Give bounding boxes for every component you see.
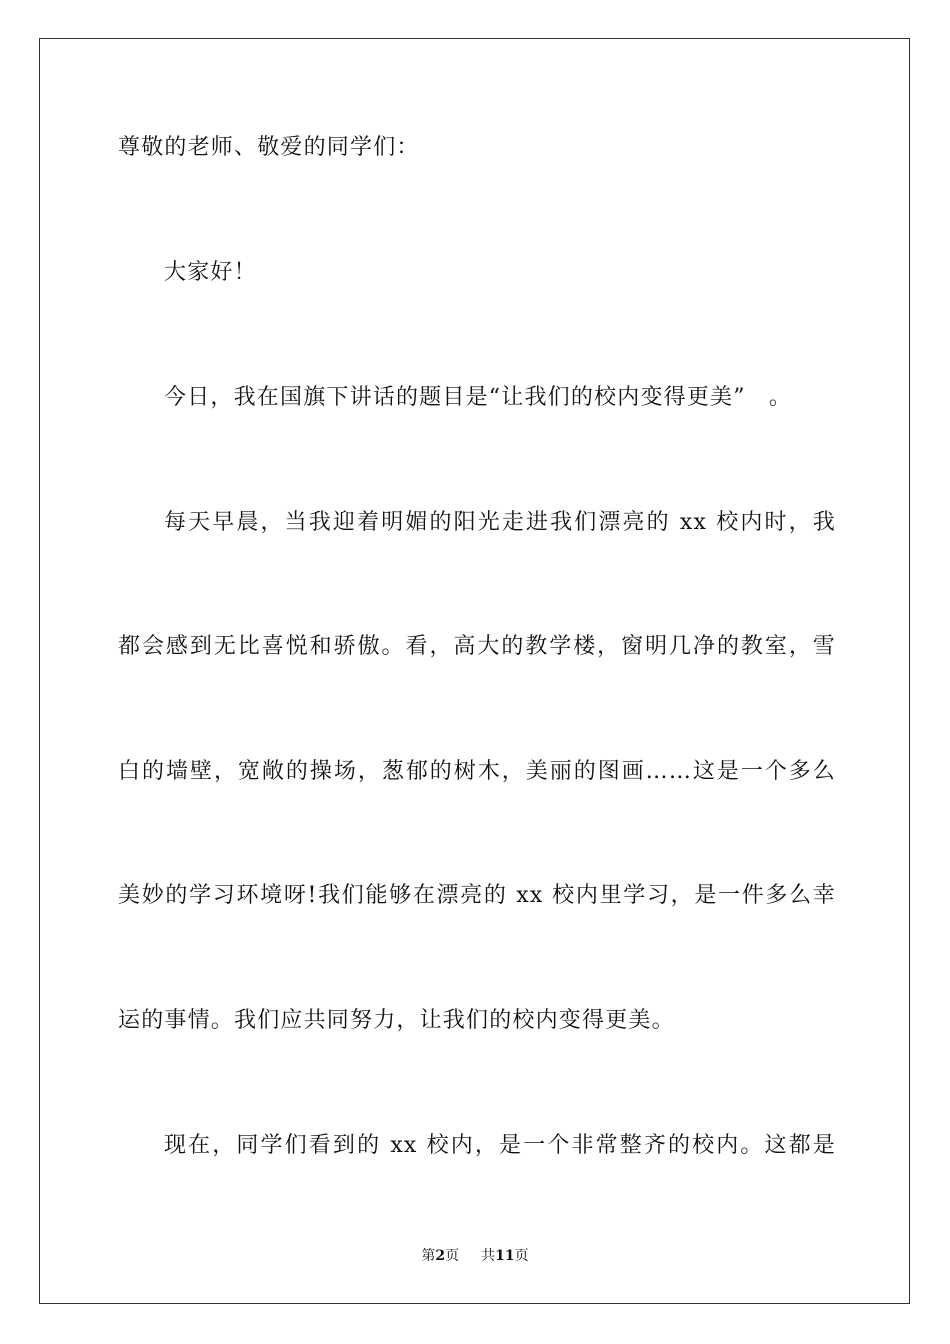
- page-footer: [0, 1246, 950, 1266]
- page-prefix: 第: [421, 1248, 436, 1264]
- page-suffix: 页: [445, 1248, 460, 1264]
- greeting: 大家好！: [164, 260, 257, 285]
- paragraph-line: 现在，同学们看到的 xx 校内，是一个非常整齐的校内。这都是: [164, 1133, 836, 1158]
- page-border: [39, 38, 910, 1304]
- paragraph-line: 都会感到无比喜悦和骄傲。看，高大的教学楼，窗明几净的教室，雪: [118, 634, 836, 659]
- paragraph-line: 运的事情。我们应共同努力，让我们的校内变得更美。: [118, 1008, 675, 1033]
- total-prefix: 共: [481, 1248, 496, 1264]
- total-suffix: 页: [514, 1248, 529, 1264]
- paragraph-line: 美妙的学习环境呀!我们能够在漂亮的 xx 校内里学习，是一件多么幸: [118, 883, 836, 908]
- paragraph-line: 白的墙壁，宽敞的操场，葱郁的树木，美丽的图画……这是一个多么: [118, 759, 836, 784]
- total-pages: 11: [495, 1248, 515, 1264]
- page-number: 2: [435, 1248, 446, 1264]
- paragraph-line: 每天早晨，当我迎着明媚的阳光走进我们漂亮的 xx 校内时，我: [164, 510, 836, 535]
- salutation: 尊敬的老师、敬爱的同学们：: [118, 135, 420, 160]
- paragraph-line: 今日，我在国旗下讲话的题目是“让我们的校内变得更美” 。: [164, 385, 793, 410]
